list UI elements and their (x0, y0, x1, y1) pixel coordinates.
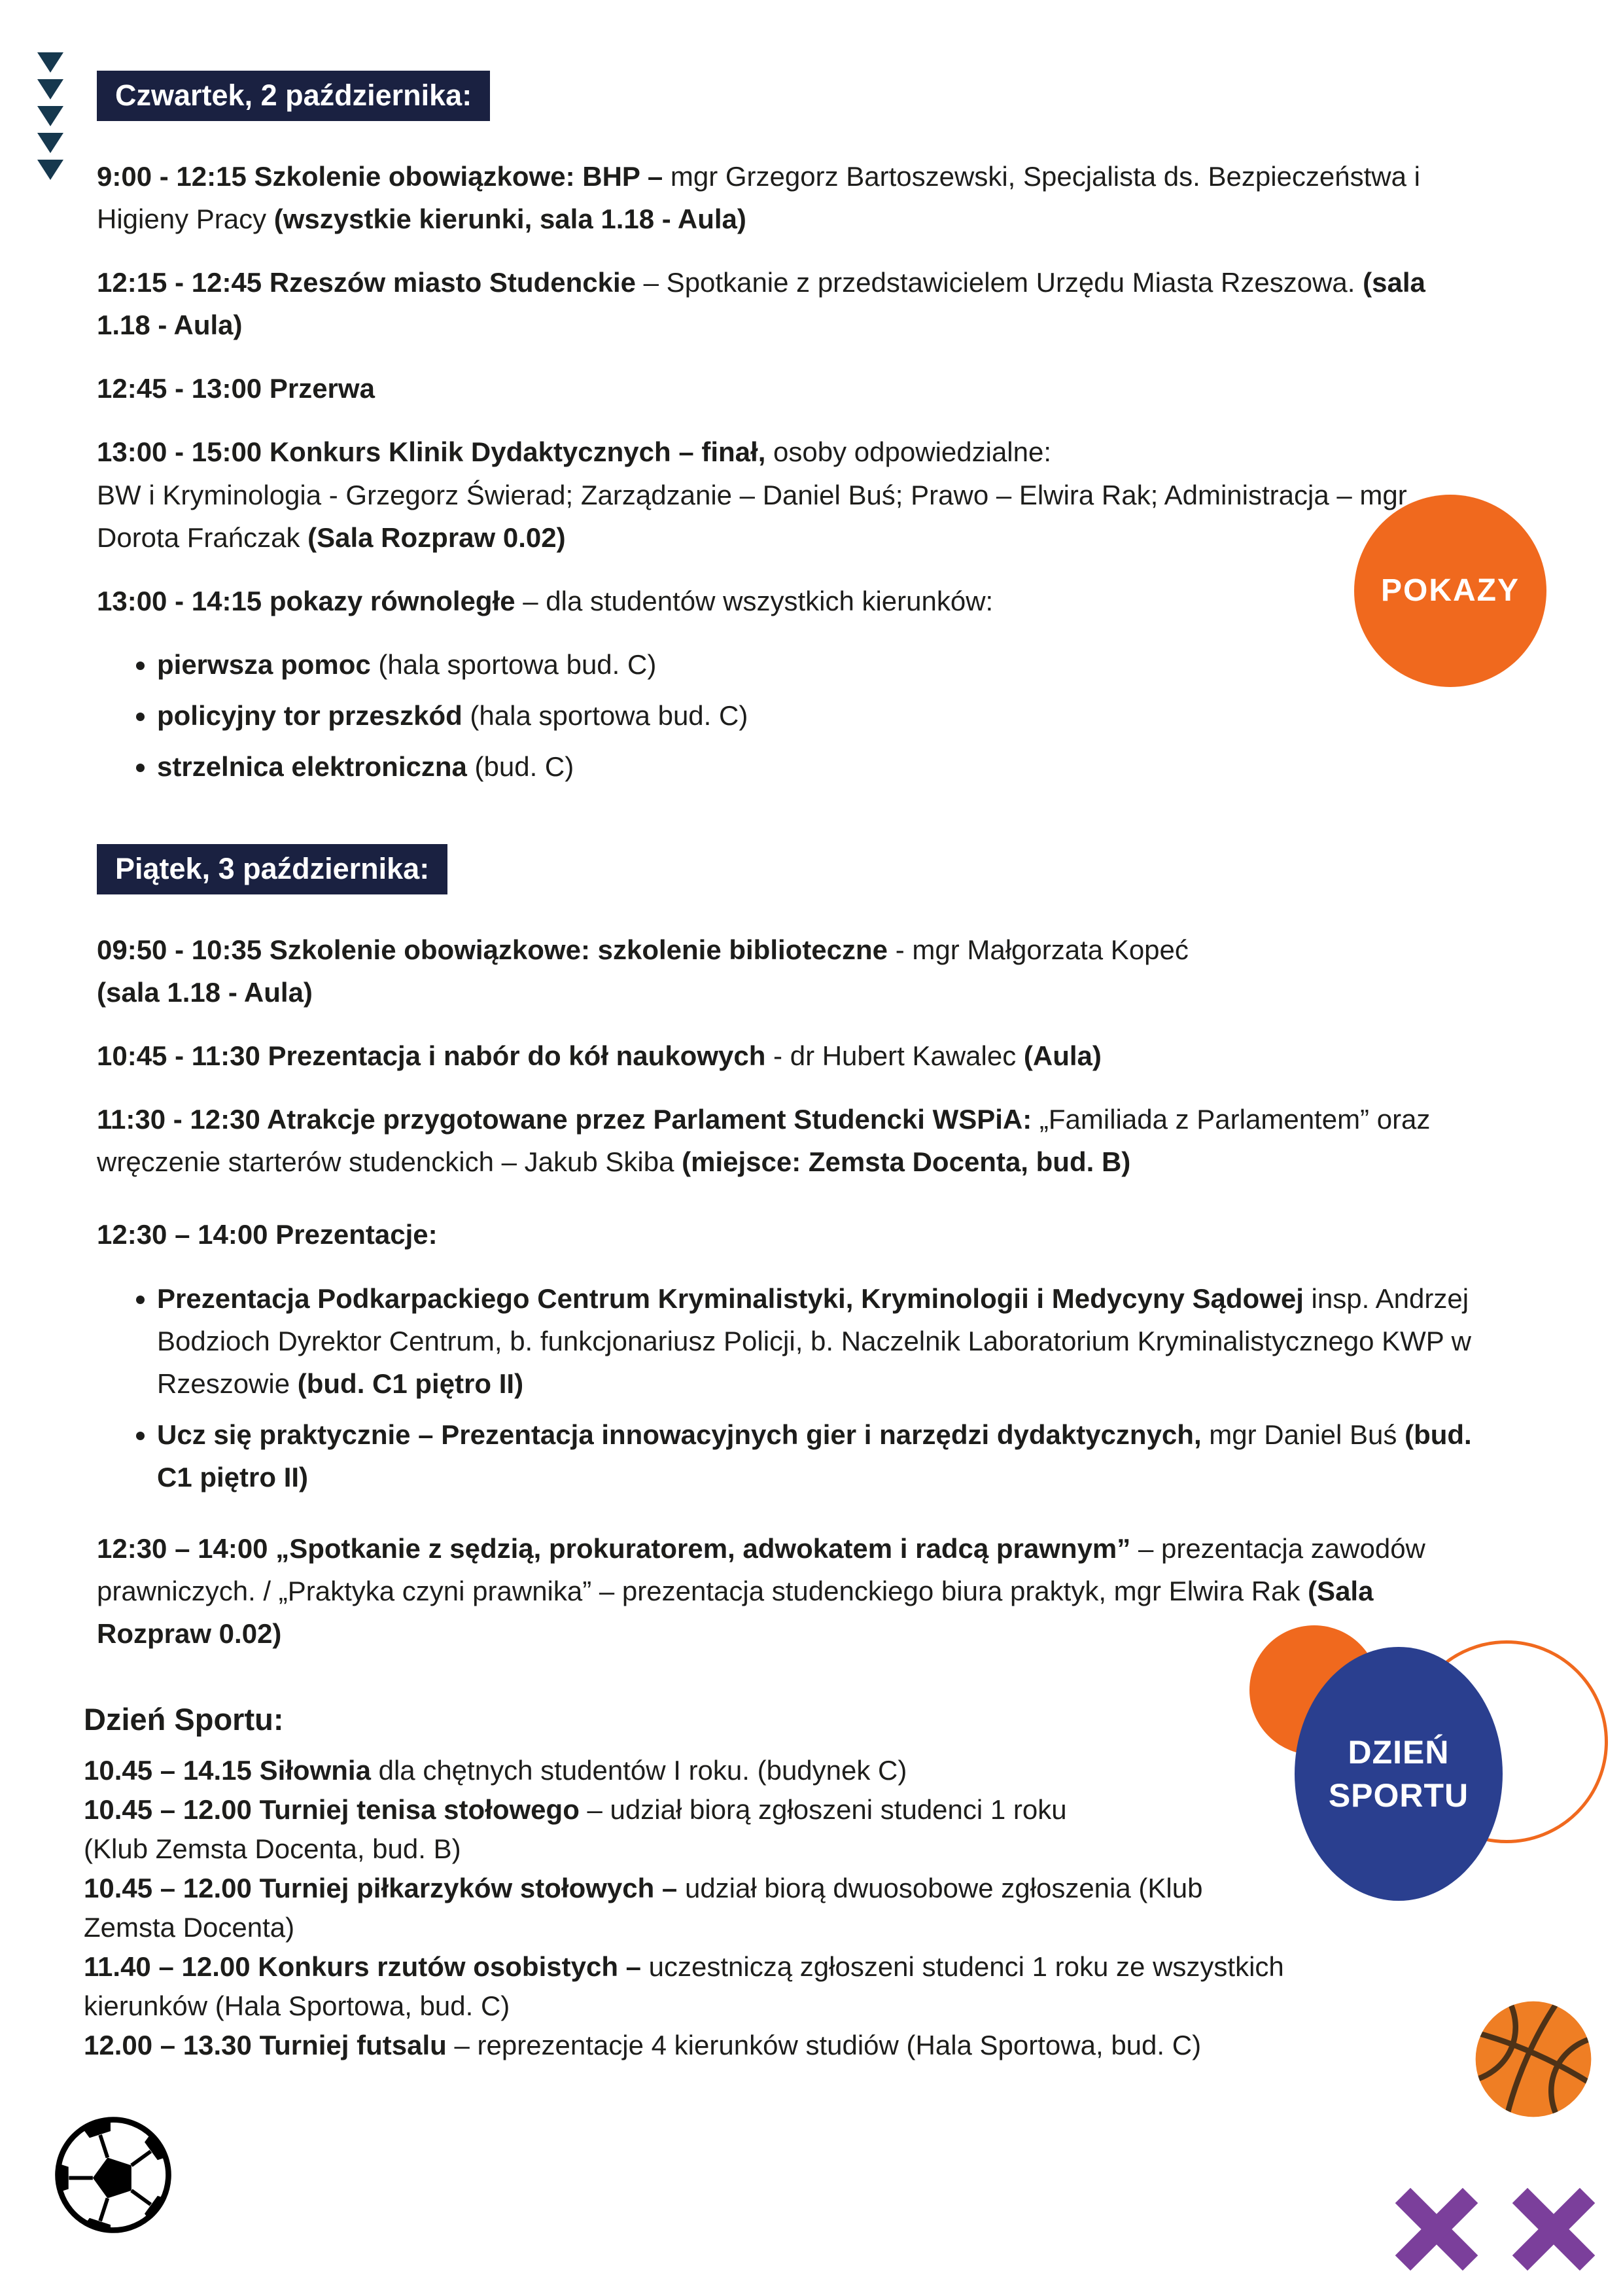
event-bhp: 9:00 - 12:15 Szkolenie obowiązkowe: BHP – mgr Grzegorz Bartoszewski, Specjalista ds. Bezpieczeństwa i Higieny Pracy (wszystkie kierunki, sala 1.18 - Aula) (97, 161, 1420, 235)
event-biblioteczne: 09:50 - 10:35 Szkolenie obowiązkowe: szkolenie biblioteczne - mgr Małgorzata Kopeć (sala 1.18 - Aula) (97, 934, 1189, 1008)
soccer-ball-icon (50, 2112, 176, 2238)
show-item-strzelnica: • strzelnica elektroniczna (bud. C) (157, 745, 1438, 788)
presentation-item-centrum-kryminalistyki: • Prezentacja Podkarpackiego Centrum Kryminalistyki, Kryminologii i Medycyny Sądowej insp. Andrzej Bodzioch Dyrektor Centrum, b. funkcjonariusz Policji, b. Naczelnik Laboratorium Kryminalistycznego KWP w Rzeszowie (bud. C1 piętro II) (157, 1277, 1490, 1405)
sport-event-pilkarzyki: 10.45 – 12.00 Turniej piłkarzyków stołowych – udział biorą dwuosobowe zgłoszenia (Klub Zemsta Docenta) (84, 1873, 1203, 1943)
pokazy-badge (1354, 495, 1546, 687)
day-header-piatek-label: Piątek, 3 października: (115, 852, 430, 885)
sport-event-futsal: 12.00 – 13.30 Turniej futsalu – reprezentacje 4 kierunków studiów (Hala Sportowa, bud. C) (84, 2030, 1202, 2061)
event-kola-naukowe: 10:45 - 11:30 Prezentacja i nabór do kół naukowych - dr Hubert Kawalec (Aula) (97, 1040, 1102, 1072)
chevron-down-icon (37, 106, 63, 126)
x-mark-icon (1520, 2195, 1588, 2263)
dzien-sportu-badge (1295, 1647, 1503, 1901)
day-header-piatek (97, 844, 447, 894)
sport-event-rzuty-osobiste: 11.40 – 12.00 Konkurs rzutów osobistych – uczestniczą zgłoszeni studenci 1 roku ze wszystkich kierunków (Hala Sportowa, bud. C) (84, 1951, 1284, 2022)
chevron-down-icon (37, 52, 63, 73)
sport-title: Dzień Sportu: (84, 1702, 284, 1737)
section-piatek (97, 844, 1490, 1676)
show-item-pierwsza-pomoc: • pierwsza pomoc (hala sportowa bud. C) (157, 643, 1438, 686)
event-rzeszow-miasto: 12:15 - 12:45 Rzeszów miasto Studenckie – Spotkanie z przedstawicielem Urzędu Miasta Rzeszowa. (sala 1.18 - Aula) (97, 267, 1425, 341)
day-header-czwartek-label: Czwartek, 2 października: (115, 79, 472, 112)
dzien-sportu-badge-line2: SPORTU (1328, 1777, 1469, 1814)
show-list (97, 643, 1438, 788)
event-pokazy-rownolegle: 13:00 - 14:15 pokazy równoległe – dla studentów wszystkich kierunków: (97, 585, 994, 616)
sport-event-silownia: 10.45 – 14.15 Siłownia dla chętnych studentów I roku. (budynek C) (84, 1755, 907, 1786)
chevron-down-icon (37, 133, 63, 153)
day-header-czwartek (97, 71, 490, 121)
chevron-column (37, 52, 63, 180)
event-prezentacje-header: 12:30 – 14:00 Prezentacje: (97, 1219, 438, 1250)
presentation-item-ucz-sie-praktycznie: • Ucz się praktycznie – Prezentacja innowacyjnych gier i narzędzi dydaktycznych, mgr Daniel Buś (bud. C1 piętro II) (157, 1413, 1490, 1498)
event-konkurs-klinik: 13:00 - 15:00 Konkurs Klinik Dydaktycznych – finał, osoby odpowiedzialne: BW i Kryminologia - Grzegorz Świerad; Zarządzanie – Daniel Buś; Prawo – Elwira Rak; Administracja – mgr Dorota Frańczak (Sala Rozpraw 0.02) (97, 436, 1407, 553)
chevron-down-icon (37, 79, 63, 99)
event-parlament: 11:30 - 12:30 Atrakcje przygotowane przez Parlament Studencki WSPiA: „Familiada z Parlamentem” oraz wręczenie starterów studenckich – Jakub Skiba (miejsce: Zemsta Docenta, bud. B) (97, 1104, 1431, 1178)
show-item-policyjny-tor: • policyjny tor przeszkód (hala sportowa bud. C) (157, 694, 1438, 737)
sport-event-tenis-stolowy: 10.45 – 12.00 Turniej tenisa stołowego – udział biorą zgłoszeni studenci 1 roku (Klub Zemsta Docenta, bud. B) (84, 1794, 1067, 1865)
x-mark-icon (1403, 2195, 1471, 2263)
pokazy-badge-label: POKAZY (1380, 573, 1520, 608)
dzien-sportu-badge-line1: DZIEŃ (1348, 1734, 1450, 1771)
presentation-list (97, 1277, 1490, 1498)
chevron-down-icon (37, 160, 63, 180)
event-spotkanie-sedzia: 12:30 – 14:00 „Spotkanie z sędzią, prokuratorem, adwokatem i radcą prawnym” – prezentacja zawodów prawniczych. / „Praktyka czyni prawnika” – prezentacja studenckiego biura praktyk, mgr Elwira Rak (Sala Rozpraw 0.02) (97, 1533, 1425, 1650)
section-czwartek (97, 71, 1438, 809)
basketball-icon (1471, 1997, 1596, 2121)
event-przerwa: 12:45 - 13:00 Przerwa (97, 373, 375, 404)
